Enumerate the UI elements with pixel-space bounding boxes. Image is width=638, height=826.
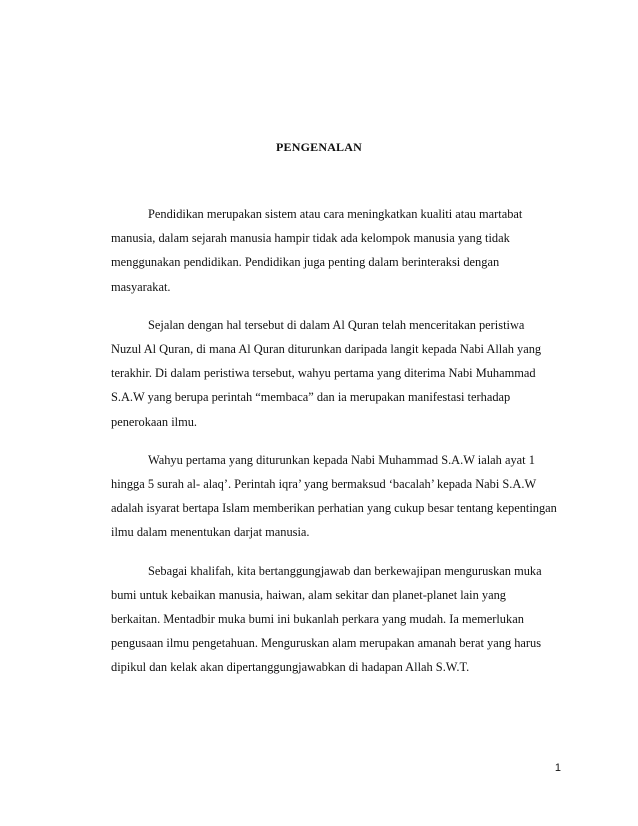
paragraph-line: Nuzul Al Quran, di mana Al Quran diturunkan daripada langit kepada Nabi Allah yang (111, 342, 542, 357)
paragraph-line: ilmu dalam menentukan darjat manusia. (111, 525, 310, 540)
page-title: PENGENALAN (275, 140, 362, 154)
paragraph-line: hingga 5 surah al- alaq’. Perintah iqra’ yang bermaksud ‘bacalah’ kepada Nabi S.A.W (111, 477, 537, 492)
paragraph-line: manusia, dalam sejarah manusia hampir tidak ada kelompok manusia yang tidak (111, 231, 510, 246)
paragraph-line: Sejalan dengan hal tersebut di dalam Al Quran telah menceritakan peristiwa (148, 317, 525, 332)
paragraph-2 (111, 313, 571, 434)
paragraph-line: berkaitan. Mentadbir muka bumi ini bukanlah perkara yang mudah. Ia memerlukan (111, 612, 524, 627)
paragraph-line: Pendidikan merupakan sistem atau cara meningkatkan kualiti atau martabat (148, 207, 523, 221)
paragraph-line: bumi untuk kebaikan manusia, haiwan, alam sekitar dan planet-planet lain yang (111, 587, 506, 602)
paragraph-line: masyarakat. (111, 279, 171, 294)
page-number: 1 (554, 762, 561, 774)
paragraph-4 (111, 559, 571, 680)
paragraph-line: S.A.W yang berupa perintah “membaca” dan ia merupakan manifestasi terhadap (111, 390, 511, 405)
paragraph-line: pengusaan ilmu pengetahuan. Menguruskan alam merupakan amanah berat yang harus (111, 636, 542, 651)
paragraph-line: penerokaan ilmu. (111, 414, 198, 429)
paragraph-line: menggunakan pendidikan. Pendidikan juga penting dalam berinteraksi dengan (111, 255, 500, 270)
body-text (111, 202, 571, 694)
paragraph-1 (111, 202, 571, 299)
paragraph-3 (111, 448, 571, 545)
paragraph-line: terakhir. Di dalam peristiwa tersebut, wahyu pertama yang diterima Nabi Muhammad (111, 366, 536, 381)
paragraph-line: adalah isyarat bertapa Islam memberikan perhatian yang cukup besar tentang kepentingan (111, 501, 557, 516)
paragraph-line: Wahyu pertama yang diturunkan kepada Nabi Muhammad S.A.W ialah ayat 1 (148, 452, 535, 467)
paragraph-line: Sebagai khalifah, kita bertanggungjawab dan berkewajipan menguruskan muka (148, 563, 542, 578)
paragraph-line: dipikul dan kelak akan dipertanggungjawabkan di hadapan Allah S.W.T. (111, 660, 470, 675)
